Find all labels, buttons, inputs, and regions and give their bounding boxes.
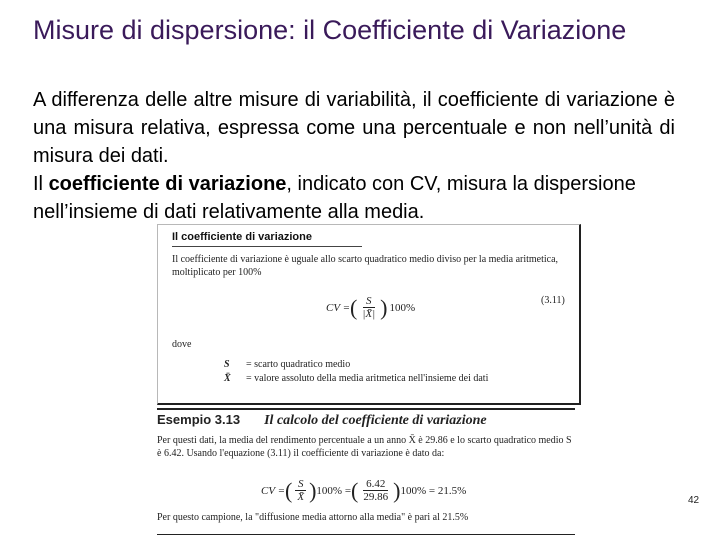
- legend-row-x: [224, 372, 488, 386]
- legend-symbol: X̄: [224, 373, 231, 384]
- symbol-legend: [224, 358, 488, 386]
- where-label: dove: [172, 339, 192, 350]
- slide-body: [33, 86, 675, 226]
- example-header: [157, 412, 487, 429]
- legend-text: = scarto quadratico medio: [246, 359, 351, 370]
- formula-open-paren: (: [350, 294, 358, 320]
- formula-tail: 100%: [389, 301, 416, 314]
- intro-paragraph: A differenza delle altre misure di variabilità, il coefficiente di variazione è una misura relativa, espressa come una percentuale e non nell’unità di misura dei dati.: [33, 89, 675, 167]
- cv-definition-box: [157, 224, 581, 405]
- example-title: Il calcolo del coefficiente di variazione: [264, 413, 487, 428]
- example-section: [157, 408, 575, 536]
- slide-title: Misure di dispersione: il Coefficiente di Variazione: [33, 15, 627, 45]
- ex-denominator-symbolic: X̄: [297, 491, 305, 503]
- ex-formula-mid: 100% =: [316, 484, 352, 497]
- formula-close-paren: ): [380, 294, 388, 320]
- ex-fraction-symbolic: [294, 478, 307, 503]
- definition-rest: , indicato con CV, misura la dispersione nell’insieme di dati relativamente alla media.: [33, 173, 636, 223]
- example-formula: [261, 478, 466, 503]
- definition-lead: Il: [33, 173, 49, 195]
- cv-term: coefficiente di variazione: [48, 173, 287, 195]
- ex-fraction-numeric: [360, 478, 391, 503]
- example-bottom-rule: [157, 534, 575, 535]
- legend-symbol: S: [224, 359, 230, 370]
- box-definition: Il coefficiente di variazione è uguale allo scarto quadratico medio diviso per la media aritmetica, moltiplicato per 100%: [172, 254, 559, 278]
- ex-numerator-symbolic: S: [295, 478, 307, 491]
- equation-number: (3.11): [541, 295, 565, 306]
- formula-numerator: S: [363, 295, 375, 308]
- ex-open-paren: (: [285, 477, 293, 503]
- page-number: 42: [688, 495, 700, 506]
- ex-formula-result: 100% = 21.5%: [400, 484, 467, 497]
- ex-numerator-numeric: 6.42: [363, 478, 388, 491]
- example-conclusion: Per questo campione, la "diffusione media attorno alla media" è pari al 21.5%: [157, 512, 469, 523]
- ex-close-paren-2: ): [393, 477, 401, 503]
- example-top-rule: [157, 408, 575, 410]
- definition-paragraph: [33, 170, 675, 226]
- ex-formula-lhs: CV =: [261, 484, 286, 497]
- legend-text: = valore assoluto della media aritmetica nell'insieme dei dati: [246, 373, 489, 384]
- box-heading: Il coefficiente di variazione: [172, 231, 312, 243]
- example-text: Per questi dati, la media del rendimento percentuale a un anno X̄ è 29.86 e lo scarto quadratico medio S è 6.42. Usando l'equazione (3.11) il coefficiente di variazione è dato da:: [157, 435, 572, 459]
- ex-open-paren-2: (: [351, 477, 359, 503]
- formula-denominator: |X̄|: [362, 308, 376, 320]
- formula-lhs: CV =: [326, 301, 351, 314]
- legend-row-s: [224, 358, 488, 372]
- ex-denominator-numeric: 29.86: [363, 491, 389, 503]
- ex-close-paren: ): [309, 477, 317, 503]
- cv-formula: [326, 295, 415, 320]
- formula-fraction: [359, 295, 378, 320]
- example-number: Esempio 3.13: [157, 412, 241, 427]
